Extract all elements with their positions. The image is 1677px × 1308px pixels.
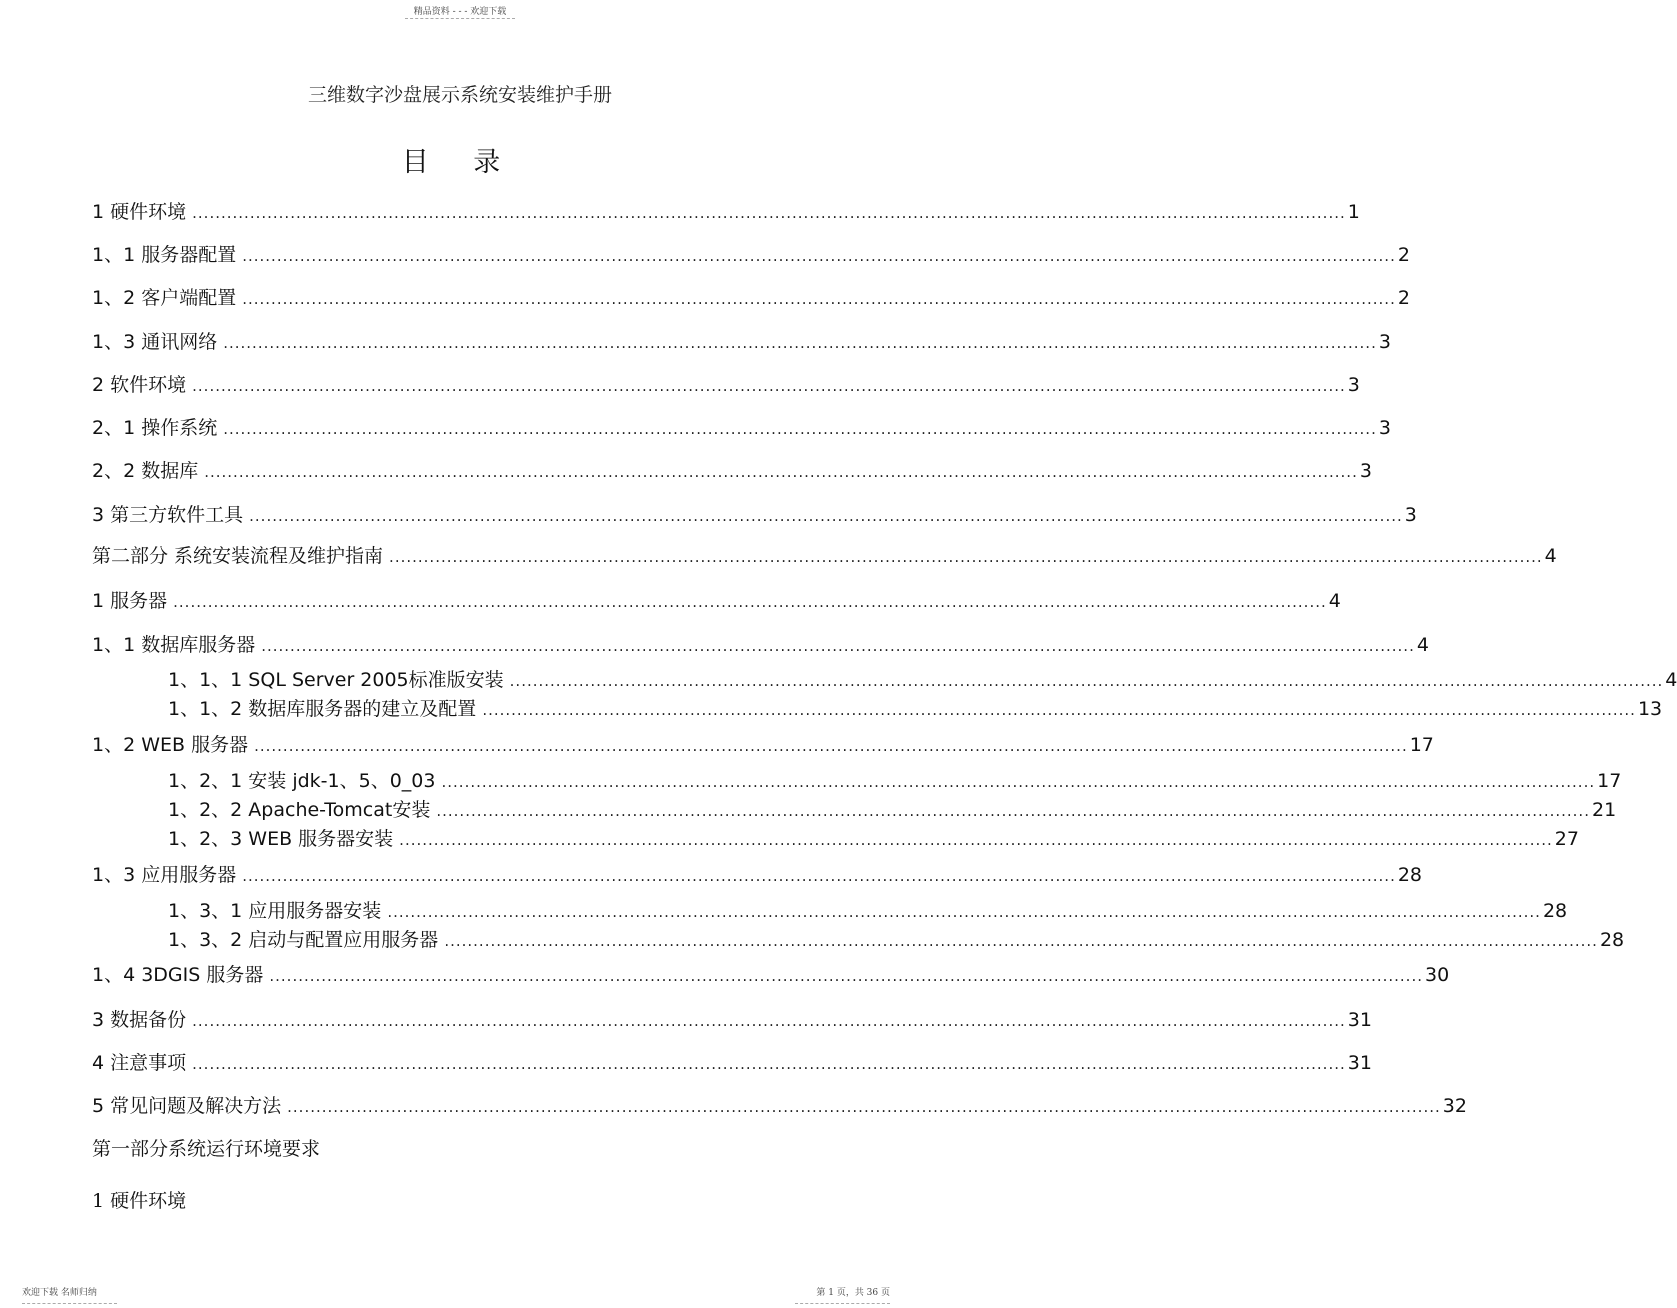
toc-dot-leader: ........................................................................................................................................................................................................	[399, 831, 1553, 849]
toc-entry-page-number: 27	[1554, 828, 1579, 850]
toc-entry-page-number: 1	[1347, 201, 1360, 223]
toc-entry-label: 1、2 WEB 服务器	[92, 734, 249, 756]
toc-dot-leader: ........................................................................................................................................................................................................	[192, 1055, 1346, 1073]
toc-entry-label: 1、2、1 安装 jdk-1、5、0_03	[168, 770, 436, 792]
toc-entry-label: 1、1 服务器配置	[92, 244, 237, 266]
toc-dot-leader: ........................................................................................................................................................................................................	[192, 204, 1346, 222]
toc-entry-page-number: 3	[1378, 331, 1391, 353]
toc-dot-leader: ........................................................................................................................................................................................................	[287, 1098, 1441, 1116]
toc-entry-label: 1 硬件环境	[92, 201, 187, 223]
toc-entry-label: 1、3、2 启动与配置应用服务器	[168, 929, 439, 951]
footer-divider-left	[22, 1303, 117, 1304]
toc-dot-leader: ........................................................................................................................................................................................................	[242, 290, 1396, 308]
toc-entry-label: 3 数据备份	[92, 1009, 187, 1031]
toc-dot-leader: ........................................................................................................................................................................................................	[223, 334, 1377, 352]
toc-dot-leader: ........................................................................................................................................................................................................	[482, 701, 1636, 719]
toc-title: 目 录	[401, 147, 519, 178]
toc-entry-page-number: 4	[1544, 545, 1557, 567]
toc-entry-page-number: 31	[1347, 1052, 1372, 1074]
toc-entry-page-number: 2	[1397, 244, 1410, 266]
page-header: 精品资料 - - - 欢迎下载	[413, 7, 507, 17]
toc-entry-page-number: 21	[1591, 799, 1617, 821]
toc-entry-page-number: 3	[1347, 374, 1360, 396]
toc-entry-page-number: 3	[1378, 417, 1391, 439]
toc-entry-label: 1、3 应用服务器	[92, 864, 237, 886]
toc-entry[interactable]	[168, 797, 1617, 823]
toc-entry-label: 1、2、2 Apache-Tomcat安装	[168, 799, 431, 821]
toc-entry[interactable]	[92, 415, 1391, 441]
toc-entry[interactable]	[92, 502, 1417, 528]
toc-entry-label: 1、2、3 WEB 服务器安装	[168, 828, 394, 850]
toc-entry-label: 1、2 客户端配置	[92, 287, 237, 309]
toc-entry-page-number: 28	[1542, 900, 1568, 922]
toc-dot-leader: ........................................................................................................................................................................................................	[389, 548, 1543, 566]
toc-entry-label: 1、1、2 数据库服务器的建立及配置	[168, 698, 477, 720]
toc-entry[interactable]	[92, 588, 1341, 614]
toc-entry[interactable]	[92, 458, 1372, 484]
toc-dot-leader: ........................................................................................................................................................................................................	[254, 737, 1408, 755]
toc-entry[interactable]	[168, 927, 1625, 953]
toc-dot-leader: ........................................................................................................................................................................................................	[444, 932, 1598, 950]
document-title: 三维数字沙盘展示系统安装维护手册	[307, 84, 612, 106]
toc-entry-page-number: 28	[1599, 929, 1625, 951]
toc-entry-label: 2、1 操作系统	[92, 417, 218, 439]
toc-dot-leader: ........................................................................................................................................................................................................	[436, 802, 1590, 820]
toc-entry-page-number: 13	[1637, 698, 1663, 720]
toc-entry-label: 1、3 通讯网络	[92, 331, 218, 353]
toc-dot-leader: ........................................................................................................................................................................................................	[204, 463, 1358, 481]
toc-entry-page-number: 3	[1359, 460, 1372, 482]
toc-entry-label: 1、4 3DGIS 服务器	[92, 964, 264, 986]
toc-entry-label: 3 第三方软件工具	[92, 504, 244, 526]
toc-entry-page-number: 3	[1404, 504, 1417, 526]
toc-entry-page-number: 32	[1442, 1095, 1467, 1117]
toc-dot-leader: ........................................................................................................................................................................................................	[269, 967, 1423, 985]
toc-entry-page-number: 30	[1425, 964, 1450, 986]
toc-entry[interactable]	[168, 768, 1622, 794]
sub-heading: 1 硬件环境	[92, 1190, 187, 1212]
toc-dot-leader: ........................................................................................................................................................................................................	[249, 507, 1403, 525]
toc-entry[interactable]	[168, 826, 1579, 852]
toc-entry-page-number: 31	[1347, 1009, 1372, 1031]
toc-entry[interactable]	[92, 862, 1423, 888]
toc-entry-label: 1、1 数据库服务器	[92, 634, 256, 656]
toc-entry[interactable]	[92, 199, 1360, 225]
toc-dot-leader: ........................................................................................................................................................................................................	[261, 637, 1415, 655]
toc-entry[interactable]	[92, 962, 1450, 988]
footer-right: 第 1 页，共 36 页	[816, 1288, 890, 1298]
toc-entry[interactable]	[92, 543, 1557, 569]
toc-dot-leader: ........................................................................................................................................................................................................	[242, 247, 1396, 265]
toc-entry-page-number: 28	[1397, 864, 1423, 886]
toc-entry-label: 5 常见问题及解决方法	[92, 1095, 282, 1117]
toc-entry-label: 4 注意事项	[92, 1052, 187, 1074]
toc-entry-page-number: 4	[1665, 669, 1677, 691]
toc-dot-leader: ........................................................................................................................................................................................................	[387, 903, 1541, 921]
toc-entry-page-number: 4	[1416, 634, 1429, 656]
toc-entry[interactable]	[92, 329, 1391, 355]
toc-entry-page-number: 17	[1597, 770, 1622, 792]
toc-entry[interactable]	[92, 242, 1410, 268]
section-heading: 第一部分系统运行环境要求	[92, 1138, 321, 1160]
footer-left: 欢迎下载 名师归纳	[22, 1288, 97, 1298]
toc-entry-label: 2 软件环境	[92, 374, 187, 396]
toc-entry-label: 2、2 数据库	[92, 460, 199, 482]
toc-entry-label: 1、3、1 应用服务器安装	[168, 900, 382, 922]
toc-entry-label: 1、1、1 SQL Server 2005标准版安装	[168, 669, 504, 691]
toc-entry-label: 第二部分 系统安装流程及维护指南	[92, 545, 384, 567]
toc-entry[interactable]	[92, 632, 1429, 658]
toc-entry-label: 1 服务器	[92, 590, 168, 612]
toc-entry[interactable]	[92, 285, 1410, 311]
toc-entry[interactable]	[168, 667, 1677, 693]
toc-entry-page-number: 2	[1397, 287, 1410, 309]
toc-dot-leader: ........................................................................................................................................................................................................	[509, 672, 1664, 690]
footer-divider-right	[795, 1303, 890, 1304]
toc-entry[interactable]	[92, 1007, 1372, 1033]
toc-dot-leader: ........................................................................................................................................................................................................	[192, 1012, 1346, 1030]
toc-dot-leader: ........................................................................................................................................................................................................	[223, 420, 1377, 438]
toc-entry[interactable]	[92, 732, 1434, 758]
toc-dot-leader: ........................................................................................................................................................................................................	[441, 773, 1596, 791]
toc-entry[interactable]	[168, 898, 1568, 924]
toc-dot-leader: ........................................................................................................................................................................................................	[173, 593, 1327, 611]
toc-dot-leader: ........................................................................................................................................................................................................	[192, 377, 1346, 395]
toc-entry-page-number: 17	[1409, 734, 1434, 756]
toc-entry[interactable]	[168, 696, 1663, 722]
toc-entry[interactable]	[92, 372, 1360, 398]
toc-entry[interactable]	[92, 1050, 1372, 1076]
toc-entry-page-number: 4	[1328, 590, 1341, 612]
toc-dot-leader: ........................................................................................................................................................................................................	[242, 867, 1396, 885]
toc-entry[interactable]	[92, 1093, 1467, 1119]
